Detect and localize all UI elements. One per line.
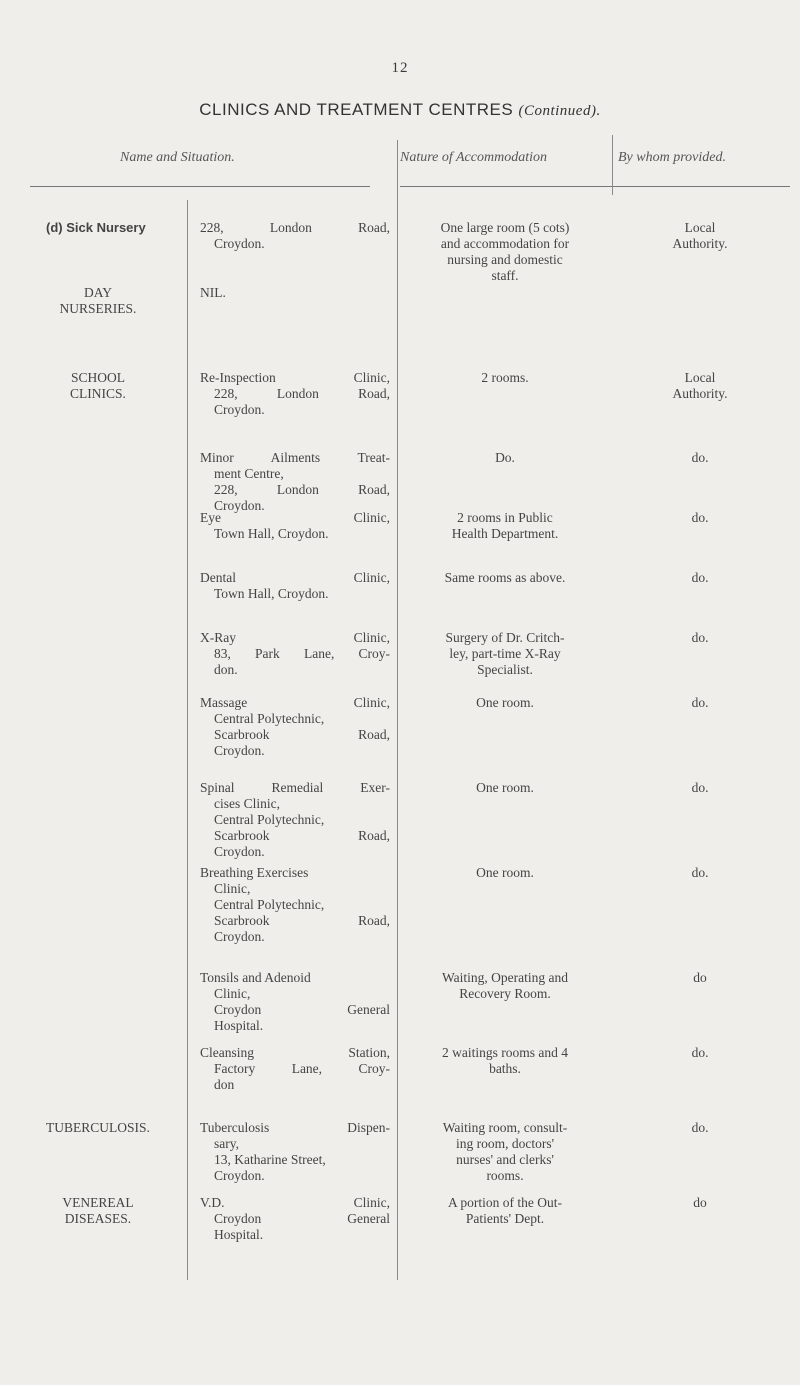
row-accommodation [405,1045,605,1077]
name-line: Croydon General [214,1002,390,1017]
page-title [0,100,800,120]
page-number: 12 [391,60,409,76]
name-line: Croydon. [214,402,265,417]
accommodation-line: Waiting room, consult- [442,1120,568,1135]
name-line: Central Polytechnic, [214,897,325,912]
name-line: Croydon. [214,929,265,944]
accommodation-line: Specialist. [477,662,533,677]
accommodation-line: staff. [491,268,519,283]
category-line: CLINICS. [70,386,126,401]
row-provider [620,780,780,796]
name-line: Croydon. [214,844,265,859]
name-line: ment Centre, [214,466,284,481]
header-accommodation: Nature of Accommodation [400,150,547,165]
name-line: 83, Park Lane, Croy- [214,646,390,661]
accommodation-line: nurses' and clerks' [456,1152,554,1167]
row-provider [620,1120,780,1136]
row-accommodation [405,970,605,1002]
accommodation-line: Patients' Dept. [465,1211,545,1226]
accommodation-line: ing room, doctors' [455,1136,555,1151]
row-name-situation [200,1195,390,1243]
category-line: SCHOOL [70,370,125,385]
name-line: Scarbrook Road, [214,727,390,742]
category-line: NURSERIES. [59,301,137,316]
row-name-situation [200,630,390,678]
name-line: Scarbrook Road, [214,913,390,928]
row-provider [620,1195,780,1211]
accommodation-line: 2 rooms in Public [457,510,553,525]
row-name-situation [200,510,390,542]
row-accommodation [405,780,605,796]
name-line: Hospital. [214,1018,264,1033]
row-category [18,285,178,317]
row-name-situation [200,285,390,301]
row-accommodation [405,865,605,881]
name-line: Tuberculosis Dispen- [200,1120,390,1135]
name-line: don [214,1077,235,1092]
row-name-situation [200,780,390,860]
row-name-situation [200,1045,390,1093]
provider-line: do [693,970,707,985]
row-accommodation [405,695,605,711]
row-accommodation [405,630,605,678]
accommodation-line: Health Department. [451,526,559,541]
name-line: Central Polytechnic, [214,812,325,827]
row-name-situation [200,450,390,514]
accommodation-line: and accommodation for [440,236,570,251]
accommodation-line: One room. [476,780,534,795]
row-provider [620,865,780,881]
row-provider [620,695,780,711]
name-line: Central Polytechnic, [214,711,325,726]
name-line: 13, Katharine Street, [214,1152,326,1167]
name-line: Factory Lane, Croy- [214,1061,390,1076]
row-accommodation [405,370,605,386]
row-accommodation [405,510,605,542]
name-line: Croydon. [214,236,265,251]
row-provider [620,510,780,526]
row-accommodation [405,1195,605,1227]
accommodation-line: nursing and domestic [447,252,563,267]
row-name-situation [200,695,390,759]
name-line: X-Ray Clinic, [200,630,390,645]
category-line: DAY [83,285,112,300]
name-line: Clinic, [214,986,251,1001]
header-provider: By whom provided. [618,150,726,165]
name-line: Eye Clinic, [200,510,390,525]
provider-line: do [693,1195,707,1210]
accommodation-line: rooms. [486,1168,524,1183]
name-line: Croydon. [214,1168,265,1183]
accommodation-line: Do. [495,450,515,465]
name-line: Massage Clinic, [200,695,390,710]
row-accommodation [405,220,605,284]
accommodation-line: Same rooms as above. [444,570,566,585]
row-provider [620,970,780,986]
name-line: V.D. Clinic, [200,1195,390,1210]
name-line: don. [214,662,238,677]
name-line: Scarbrook Road, [214,828,390,843]
provider-line: do. [691,865,709,880]
row-accommodation [405,1120,605,1184]
name-line: Cleansing Station, [200,1045,390,1060]
name-line: Croydon. [214,743,265,758]
name-line: Dental Clinic, [200,570,390,585]
category-line: DISEASES. [64,1211,132,1226]
name-line: sary, [214,1136,239,1151]
row-category [18,1120,178,1136]
column-divider-accommodation [397,140,398,1280]
row-provider [620,220,780,252]
name-line: Breathing Exercises [200,865,309,880]
accommodation-line: ley, part-time X-Ray [449,646,561,661]
accommodation-line: A portion of the Out- [448,1195,562,1210]
accommodation-line: Recovery Room. [459,986,551,1001]
row-provider [620,570,780,586]
name-line: NIL. [200,285,226,300]
header-rule-left [30,186,370,187]
provider-line: do. [691,695,709,710]
name-line: 228, London Road, [200,220,390,235]
category-line: VENEREAL [62,1195,134,1210]
provider-line: Authority. [672,386,728,401]
provider-line: do. [691,1120,709,1135]
row-category [18,1195,178,1227]
category-line: TUBERCULOSIS. [46,1120,150,1135]
name-line: Town Hall, Croydon. [214,526,329,541]
name-line: Croydon General [214,1211,390,1226]
row-provider [620,630,780,646]
row-provider [620,1045,780,1061]
name-line: Town Hall, Croydon. [214,586,329,601]
column-divider-provider-top [612,135,613,195]
name-line: Spinal Remedial Exer- [200,780,390,795]
accommodation-line: Waiting, Operating and [441,970,568,985]
provider-line: Authority. [672,236,728,251]
row-provider [620,370,780,402]
row-category: (d) Sick Nursery [46,220,146,235]
accommodation-line: One room. [476,865,534,880]
row-name-situation [200,970,390,1034]
row-name-situation [200,570,390,602]
row-provider [620,450,780,466]
name-line: Hospital. [214,1227,264,1242]
row-accommodation [405,450,605,466]
accommodation-line: One large room (5 cots) [440,220,570,235]
provider-line: do. [691,1045,709,1060]
name-line: cises Clinic, [214,796,280,811]
row-name-situation [200,220,390,252]
row-category [18,370,178,402]
accommodation-line: 2 waitings rooms and 4 [442,1045,568,1060]
provider-line: do. [691,780,709,795]
column-divider-name [187,200,188,1280]
provider-line: do. [691,510,709,525]
name-line: Re-Inspection Clinic, [200,370,390,385]
title-text: CLINICS AND TREATMENT CENTRES [199,100,514,119]
provider-line: do. [691,570,709,585]
row-accommodation [405,570,605,586]
row-name-situation [200,865,390,945]
row-name-situation [200,1120,390,1184]
name-line: Tonsils and Adenoid [200,970,311,985]
accommodation-line: baths. [489,1061,521,1076]
accommodation-line: Surgery of Dr. Critch- [445,630,565,645]
provider-line: do. [691,630,709,645]
name-line: 228, London Road, [214,386,390,401]
name-line: Croydon. [214,498,265,513]
accommodation-line: One room. [476,695,534,710]
provider-line: Local [684,370,716,385]
name-line: Clinic, [214,881,251,896]
header-rule-right [400,186,790,187]
provider-line: Local [684,220,716,235]
title-suffix: (Continued). [518,103,601,119]
row-name-situation [200,370,390,418]
name-line: 228, London Road, [214,482,390,497]
header-name: Name and Situation. [120,150,235,165]
name-line: Minor Ailments Treat- [200,450,390,465]
provider-line: do. [691,450,709,465]
accommodation-line: 2 rooms. [481,370,529,385]
